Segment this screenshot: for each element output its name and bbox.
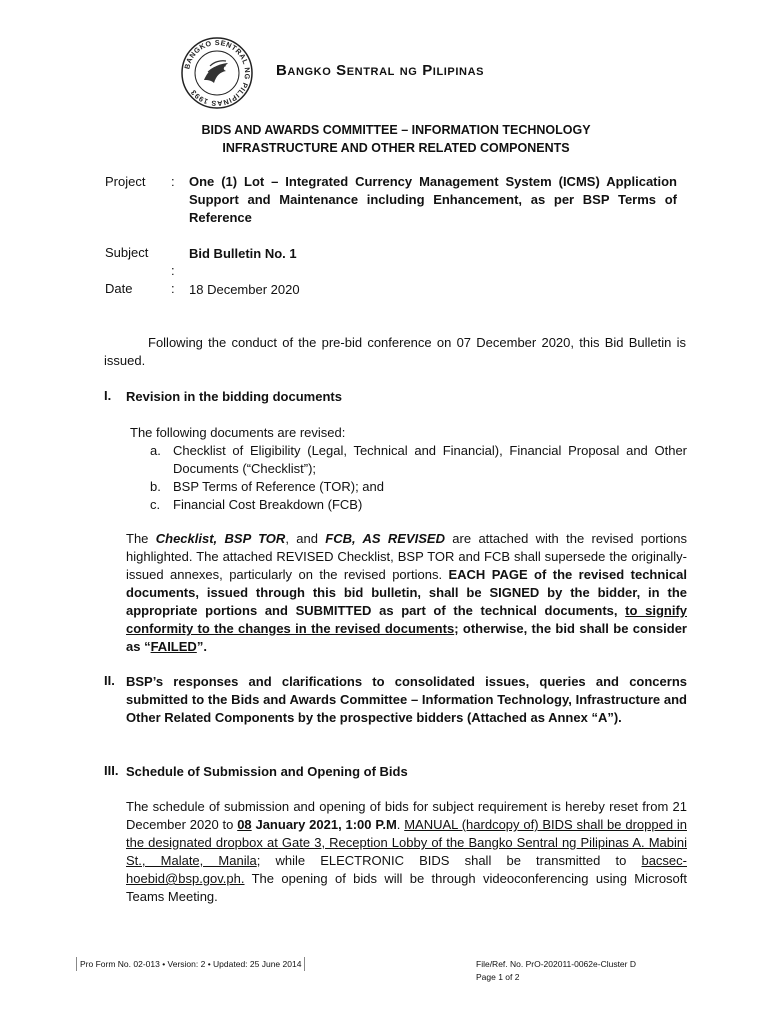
committee-line-2: INFRASTRUCTURE AND OTHER RELATED COMPONENTS xyxy=(222,141,570,155)
manual-bids-instruction: MANUAL (hardcopy of) BIDS shall be dropped in the designated dropbox at Gate 3, Reception Lobby of the Bangko Sentral ng Pilipinas A. Mabini St., Malate, Manila xyxy=(126,817,687,868)
date-colon: : xyxy=(171,281,175,296)
svg-text:BANGKO SENTRAL NG PILIPINAS 19: BANGKO SENTRAL NG PILIPINAS 1993 xyxy=(182,37,253,109)
section-2-number: II. xyxy=(104,673,115,688)
form-info: Pro Form No. 02-013 • Version: 2 • Updated: 25 June 2014 xyxy=(76,957,305,971)
reset-day: 08 xyxy=(237,817,252,832)
bsp-seal xyxy=(180,36,254,110)
section-2-title: BSP’s responses and clarifications to consolidated issues, queries and concerns submitted to the Bids and Awards Committee – Information Technology, Infrastructure and Other Related Components by the prospective bidders (Attached as Annex “A”). xyxy=(126,674,687,725)
list-marker-c: c. xyxy=(150,497,161,512)
checklist-emphasis: Checklist, BSP TOR xyxy=(155,531,286,546)
signing-requirement: EACH PAGE of the revised technical documents, issued through this bid bulletin, shall be SIGNED by the bidder, in the appropriate portions and SUBMITTED as part of the technical documents, xyxy=(126,567,687,618)
section-1-lead: The following documents are revised: xyxy=(130,425,346,440)
page-number: Page 1 of 2 xyxy=(476,972,520,982)
text-run: ; while ELECTRONIC BIDS shall be transmitted to xyxy=(256,853,642,868)
failed-emphasis: FAILED xyxy=(150,639,197,654)
reference-number: File/Ref. No. PrO-202011-0062e-Cluster D xyxy=(476,959,636,969)
section-3-title: Schedule of Submission and Opening of Bids xyxy=(126,764,408,779)
list-item-a: Checklist of Eligibility (Legal, Technical and Financial), Financial Proposal and Other Documents (“Checklist”); xyxy=(173,443,687,476)
text-run: The opening of bids will be through videoconferencing using Microsoft Teams Meeting. xyxy=(126,871,687,904)
text-run: ; otherwise, the bid shall be consider as “ xyxy=(126,621,687,654)
reset-date: January 2021, 1:00 P.M xyxy=(251,817,397,832)
list-marker-b: b. xyxy=(150,479,161,494)
project-colon: : xyxy=(171,174,175,189)
bsp-seal-icon xyxy=(180,36,254,110)
date-value: 18 December 2020 xyxy=(189,282,300,297)
text-run: The xyxy=(126,531,156,546)
project-value: One (1) Lot – Integrated Currency Management System (ICMS) Application Support and Maintenance including Enhancement, as per BSP Terms of Reference xyxy=(189,174,677,225)
project-label: Project xyxy=(105,174,146,189)
subject-value: Bid Bulletin No. 1 xyxy=(189,246,297,261)
section-3-paragraph xyxy=(126,798,687,906)
section-3-number: III. xyxy=(104,763,119,778)
text-run: . xyxy=(396,817,405,832)
text-run: , and xyxy=(285,531,326,546)
fcb-emphasis: FCB, AS REVISED xyxy=(325,531,445,546)
section-1-number: I. xyxy=(104,388,112,403)
list-item-c: Financial Cost Breakdown (FCB) xyxy=(173,497,363,512)
bank-name: Bangko Sentral ng Pilipinas xyxy=(276,62,485,79)
text-run: are attached with the revised portions highlighted. The attached REVISED Checklist, BSP TOR and FCB shall supersede the originally-issued annexes, particularly on the revised portions. xyxy=(126,531,688,582)
subject-label: Subject xyxy=(105,245,149,260)
section-1-title: Revision in the bidding documents xyxy=(126,389,342,404)
text-run: ”. xyxy=(196,639,207,654)
section-1-paragraph xyxy=(126,530,687,656)
subject-colon: : xyxy=(171,263,175,278)
list-marker-a: a. xyxy=(150,443,161,458)
intro-paragraph: Following the conduct of the pre-bid conference on 07 December 2020, this Bid Bulletin is issued. xyxy=(104,335,686,368)
committee-title xyxy=(100,121,692,157)
committee-line-1: BIDS AND AWARDS COMMITTEE – INFORMATION TECHNOLOGY xyxy=(201,123,591,137)
date-label: Date xyxy=(105,281,133,296)
text-run: The schedule of submission and opening of bids for subject requirement is hereby reset from 21 December 2020 to xyxy=(126,799,687,832)
submission-email-link[interactable]: bacsec-hoebid@bsp.gov.ph. xyxy=(126,853,687,886)
list-item-b: BSP Terms of Reference (TOR); and xyxy=(173,479,384,494)
conformity-clause: to signify conformity to the changes in the revised documents xyxy=(126,603,687,636)
